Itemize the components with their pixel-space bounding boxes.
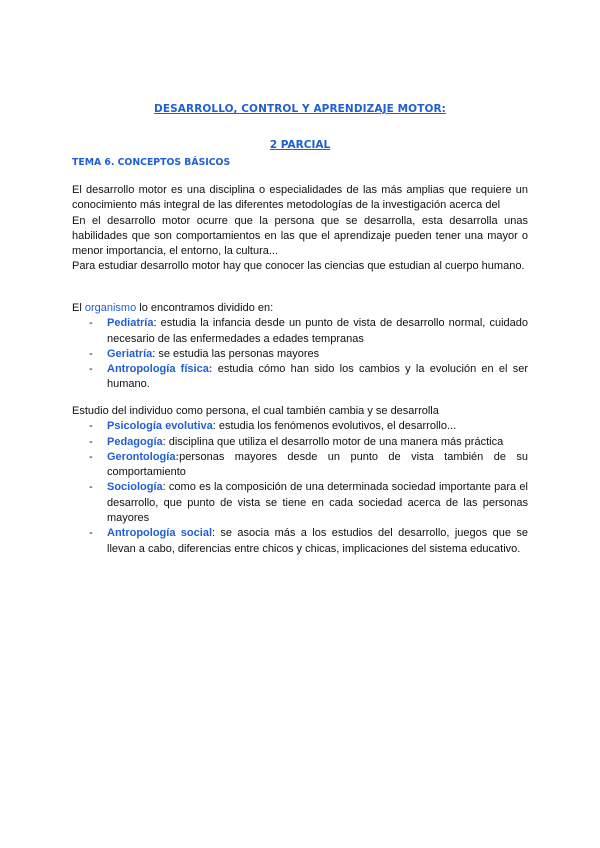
- organismo-section: [72, 301, 528, 393]
- intro-paragraph: En el desarrollo motor ocurre que la persona que se desarrolla, esta desarrolla unas habilidades que son comportamientos en las que el aprendizaje pueden tener una mayor o menor importancia, el entorno, la cultura...: [72, 214, 528, 258]
- list-item: [72, 316, 528, 347]
- list-item-text: : se estudia las personas mayores: [152, 347, 320, 360]
- intro-paragraph: Para estudiar desarrollo motor hay que conocer las ciencias que estudian al cuerpo humano.: [72, 260, 525, 273]
- list-item-term: Geriatría: [107, 347, 153, 360]
- list-item: [72, 347, 528, 362]
- list-item-text: : se asocia más a los estudios del desarrollo, juegos que se llevan a cabo, diferencias entre chicos y chicas, implicaciones del sistema educativo.: [107, 527, 528, 555]
- list-item-text: : disciplina que utiliza el desarrollo motor de una manera más práctica: [162, 435, 504, 448]
- organismo-list: [72, 316, 528, 392]
- document-subtitle: 2 PARCIAL: [269, 139, 331, 151]
- organismo-intro-prefix: El: [72, 302, 85, 314]
- dash-bullet: -: [89, 317, 93, 330]
- list-item-text: : estudia la infancia desde un punto de vista de desarrollo normal, cuidado necesario de las enfermedades a edades tempranas: [107, 317, 528, 345]
- estudio-section: [72, 404, 528, 557]
- list-item-term: Antropología física:: [107, 363, 213, 376]
- dash-bullet: -: [89, 435, 93, 448]
- list-item: [72, 480, 528, 526]
- list-item-term: Gerontología:: [107, 450, 180, 463]
- list-item: [72, 435, 528, 450]
- list-item: [72, 526, 528, 557]
- list-item-text: estudia cómo han sido los cambios y la evolución en el ser humano.: [107, 363, 529, 391]
- list-item: [72, 419, 528, 434]
- list-item-term: Antropología social: [107, 527, 212, 540]
- intro-section: [72, 183, 528, 275]
- dash-bullet: -: [89, 363, 93, 376]
- estudio-intro: Estudio del individuo como persona, el cual también cambia y se desarrolla: [72, 405, 439, 417]
- section-heading: TEMA 6. CONCEPTOS BÁSICOS: [72, 157, 231, 168]
- estudio-list: [72, 419, 528, 557]
- list-item-term: Sociología: [107, 481, 163, 494]
- organismo-intro: [72, 301, 528, 316]
- list-item-term: Pediatría: [107, 317, 154, 330]
- list-item-term: Pedagogía: [107, 435, 163, 448]
- list-item: [72, 450, 528, 481]
- organismo-intro-suffix: lo encontramos dividido en:: [136, 302, 274, 314]
- list-item: [72, 362, 528, 393]
- dash-bullet: -: [89, 347, 93, 360]
- dash-bullet: -: [89, 450, 93, 463]
- dash-bullet: -: [89, 481, 93, 494]
- dash-bullet: -: [89, 420, 93, 433]
- list-item-text: : estudia los fenómenos evolutivos, el desarrollo...: [212, 420, 457, 433]
- organismo-highlight: organismo: [84, 302, 137, 314]
- list-item-term: Psicología evolutiva: [107, 420, 213, 433]
- list-item-text: : como es la composición de una determinada sociedad importante para el desarrollo, que punto de vista se tiene en cada sociedad acerca de las personas mayores: [107, 481, 528, 525]
- list-item-text: personas mayores desde un punto de vista también de su comportamiento: [107, 450, 528, 479]
- dash-bullet: -: [89, 527, 93, 540]
- intro-paragraph: El desarrollo motor es una disciplina o especialidades de las más amplias que requiere un conocimiento más integral de las diferentes metodologías de la investigación acerca del: [72, 184, 528, 212]
- document-title: DESARROLLO, CONTROL Y APRENDIZAJE MOTOR:: [154, 103, 446, 115]
